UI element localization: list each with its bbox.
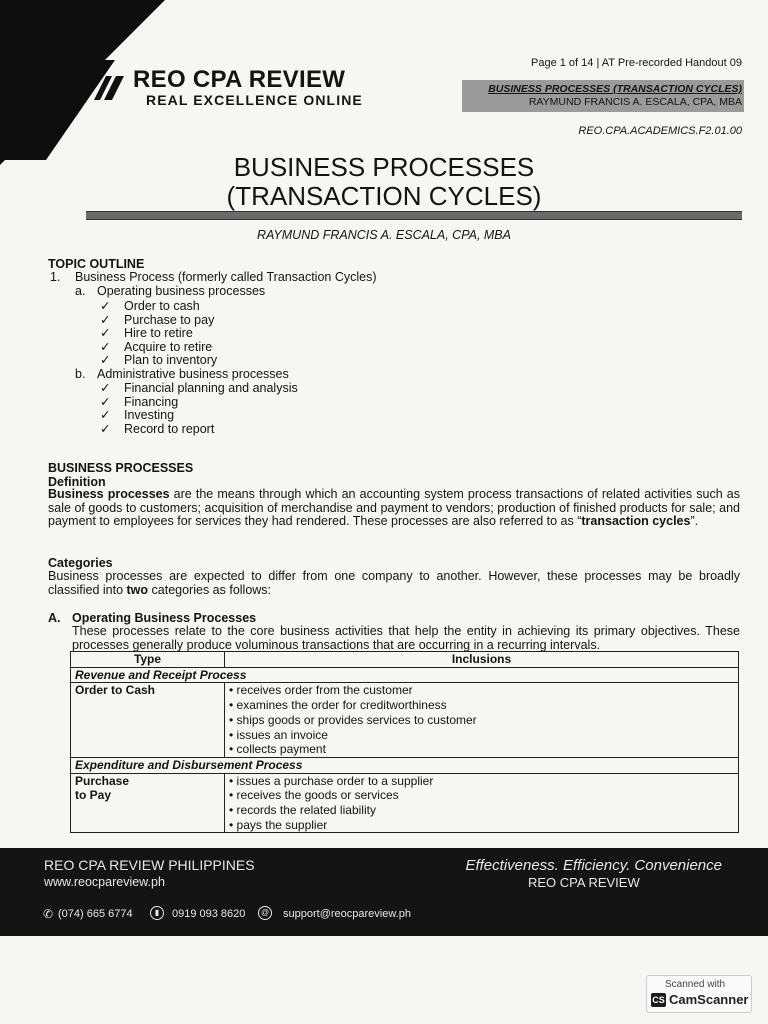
inclusion-item: • examines the order for creditworthiness xyxy=(229,698,734,713)
inclusion-item: • ships goods or provides services to customer xyxy=(229,713,734,728)
inclusion-item: • receives the goods or services xyxy=(229,788,734,803)
reo-logo-icon xyxy=(92,70,126,104)
email-icon: @ xyxy=(258,906,272,920)
inclusion-item: • issues an invoice xyxy=(229,728,734,743)
outline-item-1: Business Process (formerly called Transaction Cycles) xyxy=(75,270,377,284)
categories-bold: two xyxy=(126,582,149,597)
page-footer xyxy=(0,848,768,936)
title-divider xyxy=(86,211,742,220)
check-icon: ✓ xyxy=(100,353,111,367)
definition-text: are the means through which an accounting system process transactions of related activities such as sale of goods to customers; acquisition of merchandise and payment to vendors; production of finished products for sale; and payment to employees for services they had rendered. These processes are also referred to as “ xyxy=(48,487,740,528)
row-inclusions-order-to-cash xyxy=(225,683,739,758)
logo-tagline: REAL EXCELLENCE ONLINE xyxy=(146,92,363,108)
section-heading: BUSINESS PROCESSES xyxy=(48,461,194,475)
footer-mobile: 0919 093 8620 xyxy=(172,908,246,920)
definition-paragraph xyxy=(48,488,740,529)
inclusion-item: • issues a purchase order to a supplier xyxy=(229,774,734,789)
camscanner-watermark xyxy=(646,975,752,1013)
check-icon: ✓ xyxy=(100,408,111,422)
footer-phone: (074) 665 6774 xyxy=(58,908,133,920)
watermark-line2: CamScanner xyxy=(669,992,749,1007)
administrative-process-label: Financial planning and analysis xyxy=(124,381,298,395)
document-code: REO.CPA.ACADEMICS.F2.01.00 xyxy=(578,125,742,137)
operating-letter: A. xyxy=(48,611,61,625)
col-inclusions-header: Inclusions xyxy=(225,652,739,668)
logo-name: REO CPA REVIEW xyxy=(133,66,346,93)
camscanner-logo-icon: CS xyxy=(652,995,665,1005)
outline-letter-a: a. xyxy=(75,284,86,298)
footer-website: www.reocpareview.ph xyxy=(44,875,165,889)
check-icon: ✓ xyxy=(100,421,111,436)
mobile-icon: ▮ xyxy=(150,906,164,920)
inclusion-item: • pays the supplier xyxy=(229,818,734,833)
outline-operating: Operating business processes xyxy=(97,284,266,298)
check-icon: ✓ xyxy=(100,339,111,354)
footer-org: REO CPA REVIEW PHILIPPINES xyxy=(44,857,255,873)
operating-process-label: Hire to retire xyxy=(124,326,193,340)
administrative-process-label: Record to report xyxy=(124,421,215,436)
operating-process-label: Acquire to retire xyxy=(124,339,213,354)
page-info: Page 1 of 14 | AT Pre-recorded Handout 09 xyxy=(531,57,742,69)
section-row-revenue: Revenue and Receipt Process xyxy=(71,667,739,683)
check-icon: ✓ xyxy=(100,394,111,409)
categories-text-1: Business processes are expected to differ from one company to another. However, these processes may be broadly classified into xyxy=(48,569,740,597)
inclusion-item: • receives order from the customer xyxy=(229,683,734,698)
administrative-process-label: Investing xyxy=(124,408,175,422)
outline-letter-b: b. xyxy=(75,367,86,381)
check-icon: ✓ xyxy=(100,312,111,327)
operating-process-label: Order to cash xyxy=(124,299,200,313)
categories-heading: Categories xyxy=(48,556,113,570)
operating-process-label: Purchase to pay xyxy=(124,312,215,327)
row-type-line2: to Pay xyxy=(75,788,112,803)
section-row-expenditure: Expenditure and Disbursement Process xyxy=(71,757,739,773)
process-table xyxy=(70,651,739,831)
row-type-line1: Purchase xyxy=(75,773,130,788)
col-type-header: Type xyxy=(71,652,225,668)
inclusions-list xyxy=(229,774,734,833)
outline-administrative: Administrative business processes xyxy=(97,367,289,381)
page-title-line2: (TRANSACTION CYCLES) xyxy=(226,181,542,211)
page-title-line1: BUSINESS PROCESSES xyxy=(233,152,535,182)
header-box-title: BUSINESS PROCESSES (TRANSACTION CYCLES) xyxy=(488,83,742,95)
footer-slogan-org: REO CPA REVIEW xyxy=(528,875,640,890)
operating-process-item xyxy=(100,352,217,367)
phone-icon: ✆ xyxy=(43,907,54,921)
operating-paragraph: These processes relate to the core business activities that help the entity in achieving its primary objectives. These processes generally produce voluminous transactions that are occurring in a recurring intervals. xyxy=(72,624,740,652)
author: RAYMUND FRANCIS A. ESCALA, CPA, MBA xyxy=(257,228,511,242)
definition-end: ”. xyxy=(690,514,699,528)
header-box-author: RAYMUND FRANCIS A. ESCALA, CPA, MBA xyxy=(528,96,742,108)
row-inclusions-purchase-to-pay xyxy=(225,773,739,833)
operating-process-label: Plan to inventory xyxy=(124,353,218,367)
outline-heading: TOPIC OUTLINE xyxy=(48,257,145,271)
row-type-purchase-to-pay xyxy=(71,773,225,833)
check-icon: ✓ xyxy=(100,326,111,340)
row-type-order-to-cash: Order to Cash xyxy=(71,683,225,758)
administrative-process-label: Financing xyxy=(124,394,179,409)
footer-slogan: Effectiveness. Efficiency. Convenience xyxy=(465,857,722,874)
outline-item-number: 1. xyxy=(50,270,61,284)
operating-heading: Operating Business Processes xyxy=(72,611,257,625)
definition-term-2: transaction cycles xyxy=(581,514,691,528)
inclusion-item: • records the related liability xyxy=(229,803,734,818)
check-icon: ✓ xyxy=(100,381,111,395)
inclusions-list xyxy=(229,683,734,757)
categories-paragraph xyxy=(48,570,740,597)
inclusion-item: • collects payment xyxy=(229,742,734,757)
check-icon: ✓ xyxy=(100,299,111,313)
categories-text-2: categories as follows: xyxy=(148,582,272,597)
watermark-line1: Scanned with xyxy=(665,979,726,990)
footer-email: support@reocpareview.ph xyxy=(283,908,411,920)
administrative-process-item xyxy=(100,421,214,436)
definition-term: Business processes xyxy=(48,487,170,501)
definition-heading: Definition xyxy=(48,475,106,489)
